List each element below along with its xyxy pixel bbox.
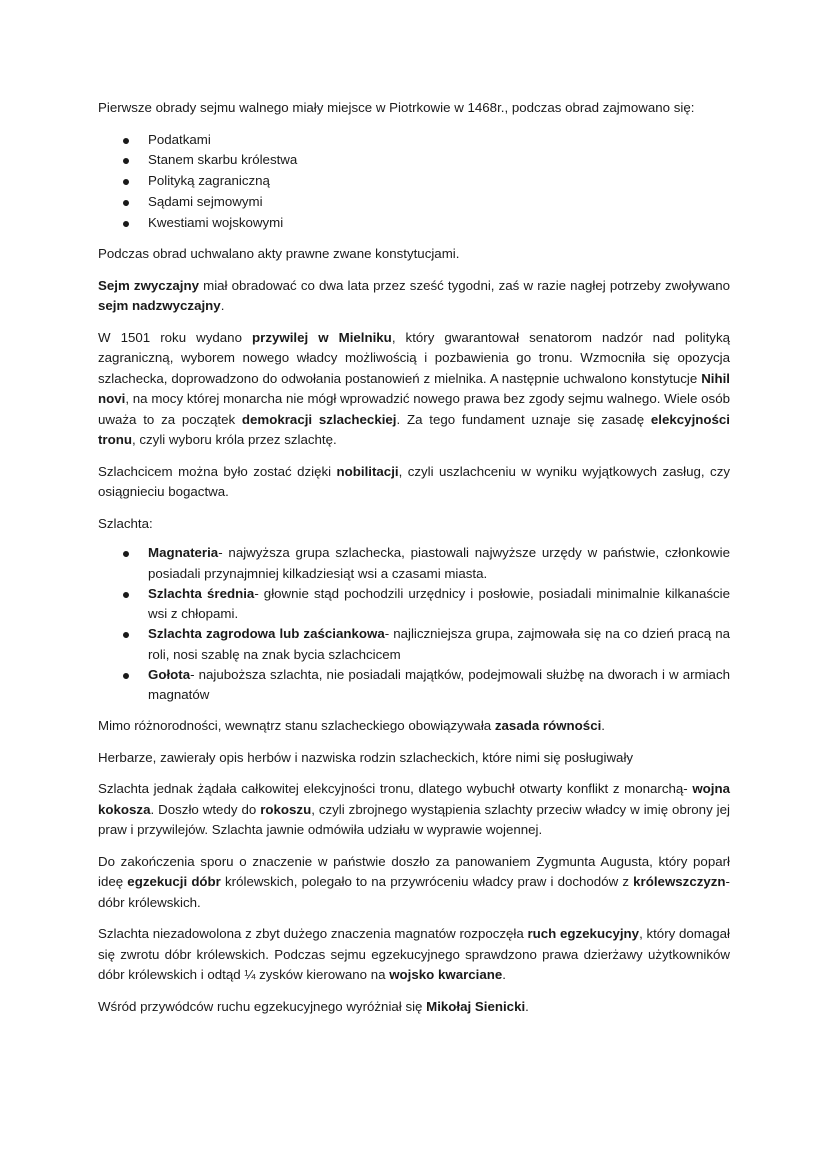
list-item: Polityką zagraniczną (98, 171, 730, 192)
bullet-icon (123, 551, 129, 557)
paragraph-wojna-kokosza: Szlachta jednak żądała całkowitej elekcyjności tronu, dlatego wybuchł otwarty konflikt z monarchą- wojna kokosza. Doszło wtedy do rokoszu, czyli zbrojnego wystąpienia szlachty przeciw władcy w imię obrony jej praw i przywilejów. Szlachta jawnie odmówiła udziału w wyprawie wojennej. (98, 781, 730, 838)
list-item: Stanem skarbu królestwa (98, 150, 730, 171)
paragraph-ruch-egzekucyjny: Szlachta niezadowolona z zbyt dużego znaczenia magnatów rozpoczęła ruch egzekucyjny, który domagał się zwrotu dóbr królewskich. Podczas sejmu egzekucyjnego sprawdzono prawa dzierżawy użytkowników dóbr królewskich i odtąd ¼ zysków kierowano na wojsko kwarciane. (98, 926, 730, 983)
list-item: Magnateria- najwyższa grupa szlachecka, piastowali najwyższe urzędy w państwie, członkowie posiadali przynajmniej kilkadziesiąt wsi a czasami miasta. (98, 543, 730, 583)
bullet-icon (123, 138, 129, 144)
paragraph-sejm-walny: Pierwsze obrady sejmu walnego miały miejsce w Piotrkowie w 1468r., podczas obrad zajmowano się: (98, 100, 695, 115)
bullet-icon (123, 158, 129, 164)
paragraph-zasada-rownosci: Mimo różnorodności, wewnątrz stanu szlacheckiego obowiązywała zasada równości. (98, 718, 605, 734)
bullet-icon (123, 673, 129, 679)
paragraph-egzekucja-dobr: Do zakończenia sporu o znaczenie w państwie doszło za panowaniem Zygmunta Augusta, który poparł ideę egzekucji dóbr królewskich, polegało to na przywróceniu władcy praw i dochodów z królewszczyzn- dóbr królewskich. (98, 853, 730, 910)
bullet-icon (123, 632, 129, 638)
list-szlachta-groups (98, 543, 730, 705)
paragraph-nobilitacja: Szlachcicem można było zostać dzięki nobilitacji, czyli uszlachceniu w wyniku wyjątkowych zasług, czy osiągnieciu bogactwa. (98, 463, 730, 500)
list-item: Szlachta średnia- głownie stąd pochodzili urzędnicy i posłowie, posiadali minimalnie kilkanaście wsi z chłopami. (98, 584, 730, 624)
bullet-icon (123, 221, 129, 227)
list-item: Kwestiami wojskowymi (98, 213, 730, 234)
list-item: Szlachta zagrodowa lub zaściankowa- najliczniejsza grupa, zajmowała się na co dzień pracą na roli, nosi szablę na znak bycia szlachcicem (98, 624, 730, 664)
paragraph-mielnik: W 1501 roku wydano przywilej w Mielniku, który gwarantował senatorom nadzór nad polityką zagraniczną, wyborem nowego władcy możliwością i pozbawienia go tronu. Wzmocniła się opozycja szlachecka, doprowadzono do odwołania postanowień z mielnika. A następnie uchwalono konstytucje Nihil novi, na mocy której monarcha nie mógł wprowadzić nowego prawa bez zgody sejmu walnego. Wiele osób uważa to za początek demokracji szlacheckiej. Za tego fundament uznaje się zasadę elekcyjności tronu, czyli wyboru króla przez szlachtę. (98, 329, 730, 448)
list-item: Podatkami (98, 130, 730, 151)
paragraph-szlachta-heading: Szlachta: (98, 515, 153, 531)
list-item: Gołota- najuboższa szlachta, nie posiadali majątków, podejmowali służbę na dworach i w armiach magnatów (98, 665, 730, 705)
bullet-icon (123, 592, 129, 598)
document-page (98, 98, 730, 1028)
bullet-icon (123, 179, 129, 185)
paragraph-sejm-zwyczajny: Sejm zwyczajny miał obradować co dwa lata przez sześć tygodni, zaś w razie nagłej potrzeby zwoływano sejm nadzwyczajny. (98, 277, 730, 314)
list-item: Sądami sejmowymi (98, 192, 730, 213)
paragraph-konstytucje: Podczas obrad uchwalano akty prawne zwane konstytucjami. (98, 246, 460, 262)
paragraph-sienicki: Wśród przywódców ruchu egzekucyjnego wyróżniał się Mikołaj Sienicki. (98, 998, 529, 1014)
list-obrady-topics (98, 130, 730, 234)
paragraph-herbarze: Herbarze, zawierały opis herbów i nazwiska rodzin szlacheckich, które nimi się posługiwały (98, 749, 634, 765)
bullet-icon (123, 200, 129, 206)
